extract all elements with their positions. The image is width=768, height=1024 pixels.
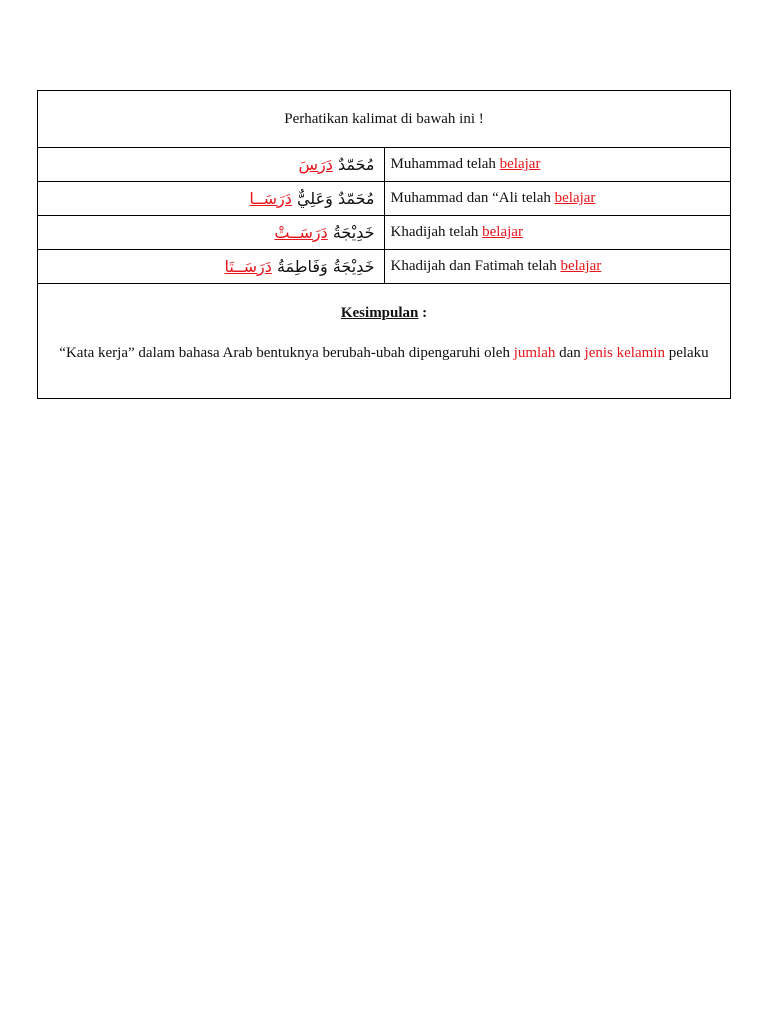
arabic-subject: خَدِيْجَةُ وَفَاطِمَةُ bbox=[271, 257, 375, 276]
summary-cell bbox=[38, 284, 731, 399]
table-row bbox=[38, 250, 731, 284]
arabic-verb: دَرَسَــا bbox=[249, 189, 292, 208]
table-row bbox=[38, 216, 731, 250]
summary-heading-colon: : bbox=[418, 305, 428, 321]
title-cell bbox=[38, 91, 731, 148]
summary-text-part: pelaku bbox=[664, 345, 709, 361]
example-table bbox=[37, 90, 731, 399]
translation-text: Muhammad telah bbox=[390, 156, 500, 172]
arabic-sentence bbox=[38, 216, 385, 250]
summary-text-part: dan bbox=[555, 345, 585, 361]
indonesian-translation bbox=[384, 182, 731, 216]
translation-verb: belajar bbox=[482, 224, 523, 240]
summary-highlight-jenis-kelamin: jenis kelamin bbox=[584, 345, 665, 361]
arabic-subject: مُحَمّدٌ bbox=[332, 155, 375, 174]
arabic-sentence bbox=[38, 250, 385, 284]
arabic-sentence bbox=[38, 182, 385, 216]
title-row bbox=[38, 91, 731, 148]
summary-row bbox=[38, 284, 731, 399]
summary-heading bbox=[50, 304, 718, 322]
summary-heading-label: Kesimpulan bbox=[340, 305, 419, 321]
indonesian-translation bbox=[384, 216, 731, 250]
summary-text bbox=[50, 344, 718, 363]
translation-text: Khadijah telah bbox=[390, 224, 483, 240]
arabic-verb: دَرَسَــتَا bbox=[224, 257, 272, 276]
arabic-sentence bbox=[38, 148, 385, 182]
table-row bbox=[38, 148, 731, 182]
translation-verb: belajar bbox=[554, 190, 596, 206]
arabic-subject: خَدِيْجَةُ bbox=[327, 223, 375, 242]
table-row bbox=[38, 182, 731, 216]
summary-highlight-jumlah: jumlah bbox=[513, 345, 556, 361]
summary-text-part: “Kata kerja” dalam bahasa Arab bentuknya berubah-ubah dipengaruhi oleh bbox=[59, 345, 514, 361]
translation-verb: belajar bbox=[499, 156, 541, 172]
indonesian-translation bbox=[384, 148, 731, 182]
arabic-verb: دَرَسَــتْ bbox=[274, 223, 328, 242]
translation-text: Muhammad dan “Ali telah bbox=[390, 190, 555, 206]
translation-text: Khadijah dan Fatimah telah bbox=[390, 258, 561, 274]
page-title: Perhatikan kalimat di bawah ini ! bbox=[284, 110, 484, 127]
indonesian-translation bbox=[384, 250, 731, 284]
arabic-verb: دَرَسَ bbox=[298, 155, 333, 174]
arabic-subject: مُحَمّدٌ وَعَلِيٌّ bbox=[291, 189, 375, 208]
translation-verb: belajar bbox=[560, 258, 602, 274]
